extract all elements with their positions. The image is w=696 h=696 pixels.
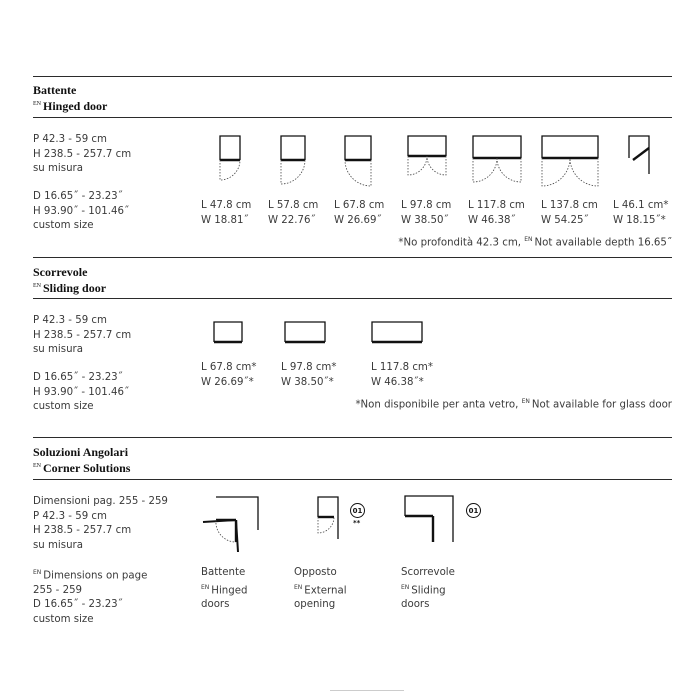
title-en: Sliding door [43, 281, 107, 295]
corner-label-sliding [401, 566, 455, 613]
spec-custom-en: custom size [33, 613, 94, 625]
section-rule-sliding-bottom [33, 298, 672, 299]
dim-l: L 97.8 cm [401, 200, 452, 211]
title-it: Soluzioni Angolari [33, 445, 129, 459]
spec-depth: P 42.3 - 59 cm [33, 510, 107, 522]
dim-l: L 117.8 cm* [371, 362, 433, 373]
hinged-door-icon-1 [218, 134, 242, 184]
label-en: External [304, 584, 347, 596]
note-en-tag: EN [524, 236, 533, 243]
spec-depth: P 42.3 - 59 cm [33, 134, 107, 145]
label-en-2: doors [401, 599, 430, 611]
spec-pages-en: 255 - 259 [33, 584, 83, 596]
spec-depth-in: D 16.65˝ - 23.23˝ [33, 599, 123, 611]
hinged-dim-2 [268, 199, 318, 228]
sliding-dim-3 [371, 361, 433, 390]
hinged-door-icon-4 [406, 134, 448, 184]
dim-w: W 26.69˝* [201, 376, 254, 388]
section-title-corner [33, 445, 130, 475]
hinged-door-icon-2 [279, 134, 307, 184]
sliding-dim-1 [201, 361, 256, 390]
hinged-dim-3 [334, 199, 384, 228]
spec-custom-en: custom size [33, 401, 94, 412]
hinged-door-icon-7 [627, 134, 653, 178]
spec-height-in: H 93.90˝ - 101.46˝ [33, 386, 130, 398]
hinged-note [398, 236, 672, 248]
footer-divider [330, 690, 404, 691]
hinged-door-icon-5 [471, 134, 523, 190]
section-title-hinged [33, 83, 107, 113]
spec-depth-in: D 16.65˝ - 23.23˝ [33, 372, 123, 383]
section-title-sliding [33, 265, 106, 295]
note-en: Not available for glass door [531, 399, 672, 411]
section-rule-hinged-bottom [33, 117, 672, 118]
dim-w: W 54.25˝ [541, 214, 589, 226]
spec-depth: P 42.3 - 59 cm [33, 315, 107, 326]
note-en-tag: EN [521, 398, 530, 405]
spec-height: H 238.5 - 257.7 cm [33, 525, 132, 536]
spec-height-in: H 93.90˝ - 101.46˝ [33, 205, 130, 217]
corner-hinged-icon [200, 494, 262, 556]
dim-l: L 46.1 cm* [613, 200, 669, 211]
sliding-door-icon-1 [212, 320, 244, 346]
dim-w: W 18.15˝* [613, 214, 666, 226]
en-tag: EN [33, 283, 41, 289]
badge-01-icon: 01 [350, 503, 365, 518]
label-it: Battente [201, 567, 246, 578]
dim-w: W 38.50˝ [401, 214, 449, 226]
sliding-note [355, 398, 672, 410]
badge-01-icon: 01 [466, 503, 481, 518]
dim-l: L 137.8 cm [541, 200, 598, 211]
note-en: Not available depth 16.65˝ [534, 237, 672, 249]
label-en-2: doors [201, 599, 230, 611]
corner-label-hinged [201, 566, 247, 613]
specs-in [33, 190, 129, 234]
dim-l: L 47.8 cm [201, 200, 252, 211]
hinged-dim-4 [401, 199, 451, 228]
dim-l: L 67.8 cm [334, 200, 385, 211]
section-rule-sliding-top [33, 257, 672, 258]
label-en: Hinged [211, 584, 248, 596]
en-tag: EN [201, 583, 210, 591]
title-en: Hinged door [43, 99, 108, 113]
en-tag: EN [33, 463, 41, 469]
title-en: Corner Solutions [43, 461, 131, 475]
dim-l: L 67.8 cm* [201, 362, 257, 373]
corner-opposite-icon [316, 495, 342, 543]
dim-w: W 26.69˝ [334, 214, 382, 226]
spec-height: H 238.5 - 257.7 cm [33, 148, 132, 160]
corner-label-opposite [294, 566, 347, 613]
section-rule-hinged-top [33, 76, 672, 77]
label-en-2: opening [294, 599, 336, 611]
hinged-dim-1 [201, 199, 251, 228]
hinged-door-icon-3 [343, 134, 373, 192]
label-it: Opposto [294, 567, 337, 578]
hinged-dim-7 [613, 199, 668, 228]
dim-w: W 46.38˝* [371, 376, 424, 388]
spec-custom-en: custom size [33, 220, 94, 231]
en-tag: EN [294, 583, 303, 591]
en-tag: EN [33, 569, 42, 576]
specs-in [33, 371, 129, 415]
title-it: Battente [33, 83, 77, 97]
sliding-door-icon-3 [370, 320, 424, 346]
corner-sliding-icon [403, 494, 459, 546]
spec-custom: su misura [33, 539, 83, 551]
sliding-door-icon-2 [283, 320, 327, 346]
hinged-door-icon-6 [540, 134, 600, 192]
label-it: Scorrevole [401, 567, 455, 578]
corner-specs-en [33, 566, 147, 627]
asterisks: ** [353, 519, 361, 527]
dim-l: L 57.8 cm [268, 200, 319, 211]
note-it: *Non disponibile per anta vetro, [355, 399, 519, 411]
dim-w: W 22.76˝ [268, 214, 316, 226]
spec-height: H 238.5 - 257.7 cm [33, 329, 132, 341]
dim-w: W 18.81˝ [201, 214, 249, 226]
spec-custom: su misura [33, 344, 83, 355]
hinged-dim-6 [541, 199, 598, 228]
specs-cm [33, 314, 131, 358]
dim-l: L 117.8 cm [468, 200, 525, 211]
label-en: Sliding [411, 584, 446, 596]
title-it: Scorrevole [33, 265, 88, 279]
section-rule-corner-bottom [33, 479, 672, 480]
specs-cm [33, 133, 131, 177]
dim-w: W 38.50˝* [281, 376, 334, 388]
sliding-dim-2 [281, 361, 336, 390]
corner-specs-it [33, 495, 168, 553]
hinged-dim-5 [468, 199, 525, 228]
dim-w: W 46.38˝ [468, 214, 516, 226]
en-tag: EN [33, 101, 41, 107]
spec-custom: su misura [33, 163, 83, 174]
en-tag: EN [401, 583, 410, 591]
spec-depth-in: D 16.65˝ - 23.23˝ [33, 191, 123, 202]
note-it: *No profondità 42.3 cm, [398, 237, 521, 249]
spec-page-ref: Dimensioni pag. 255 - 259 [33, 496, 168, 507]
section-rule-corner-top [33, 437, 672, 438]
dim-l: L 97.8 cm* [281, 362, 337, 373]
spec-page-ref-en: Dimensions on page [43, 570, 148, 582]
